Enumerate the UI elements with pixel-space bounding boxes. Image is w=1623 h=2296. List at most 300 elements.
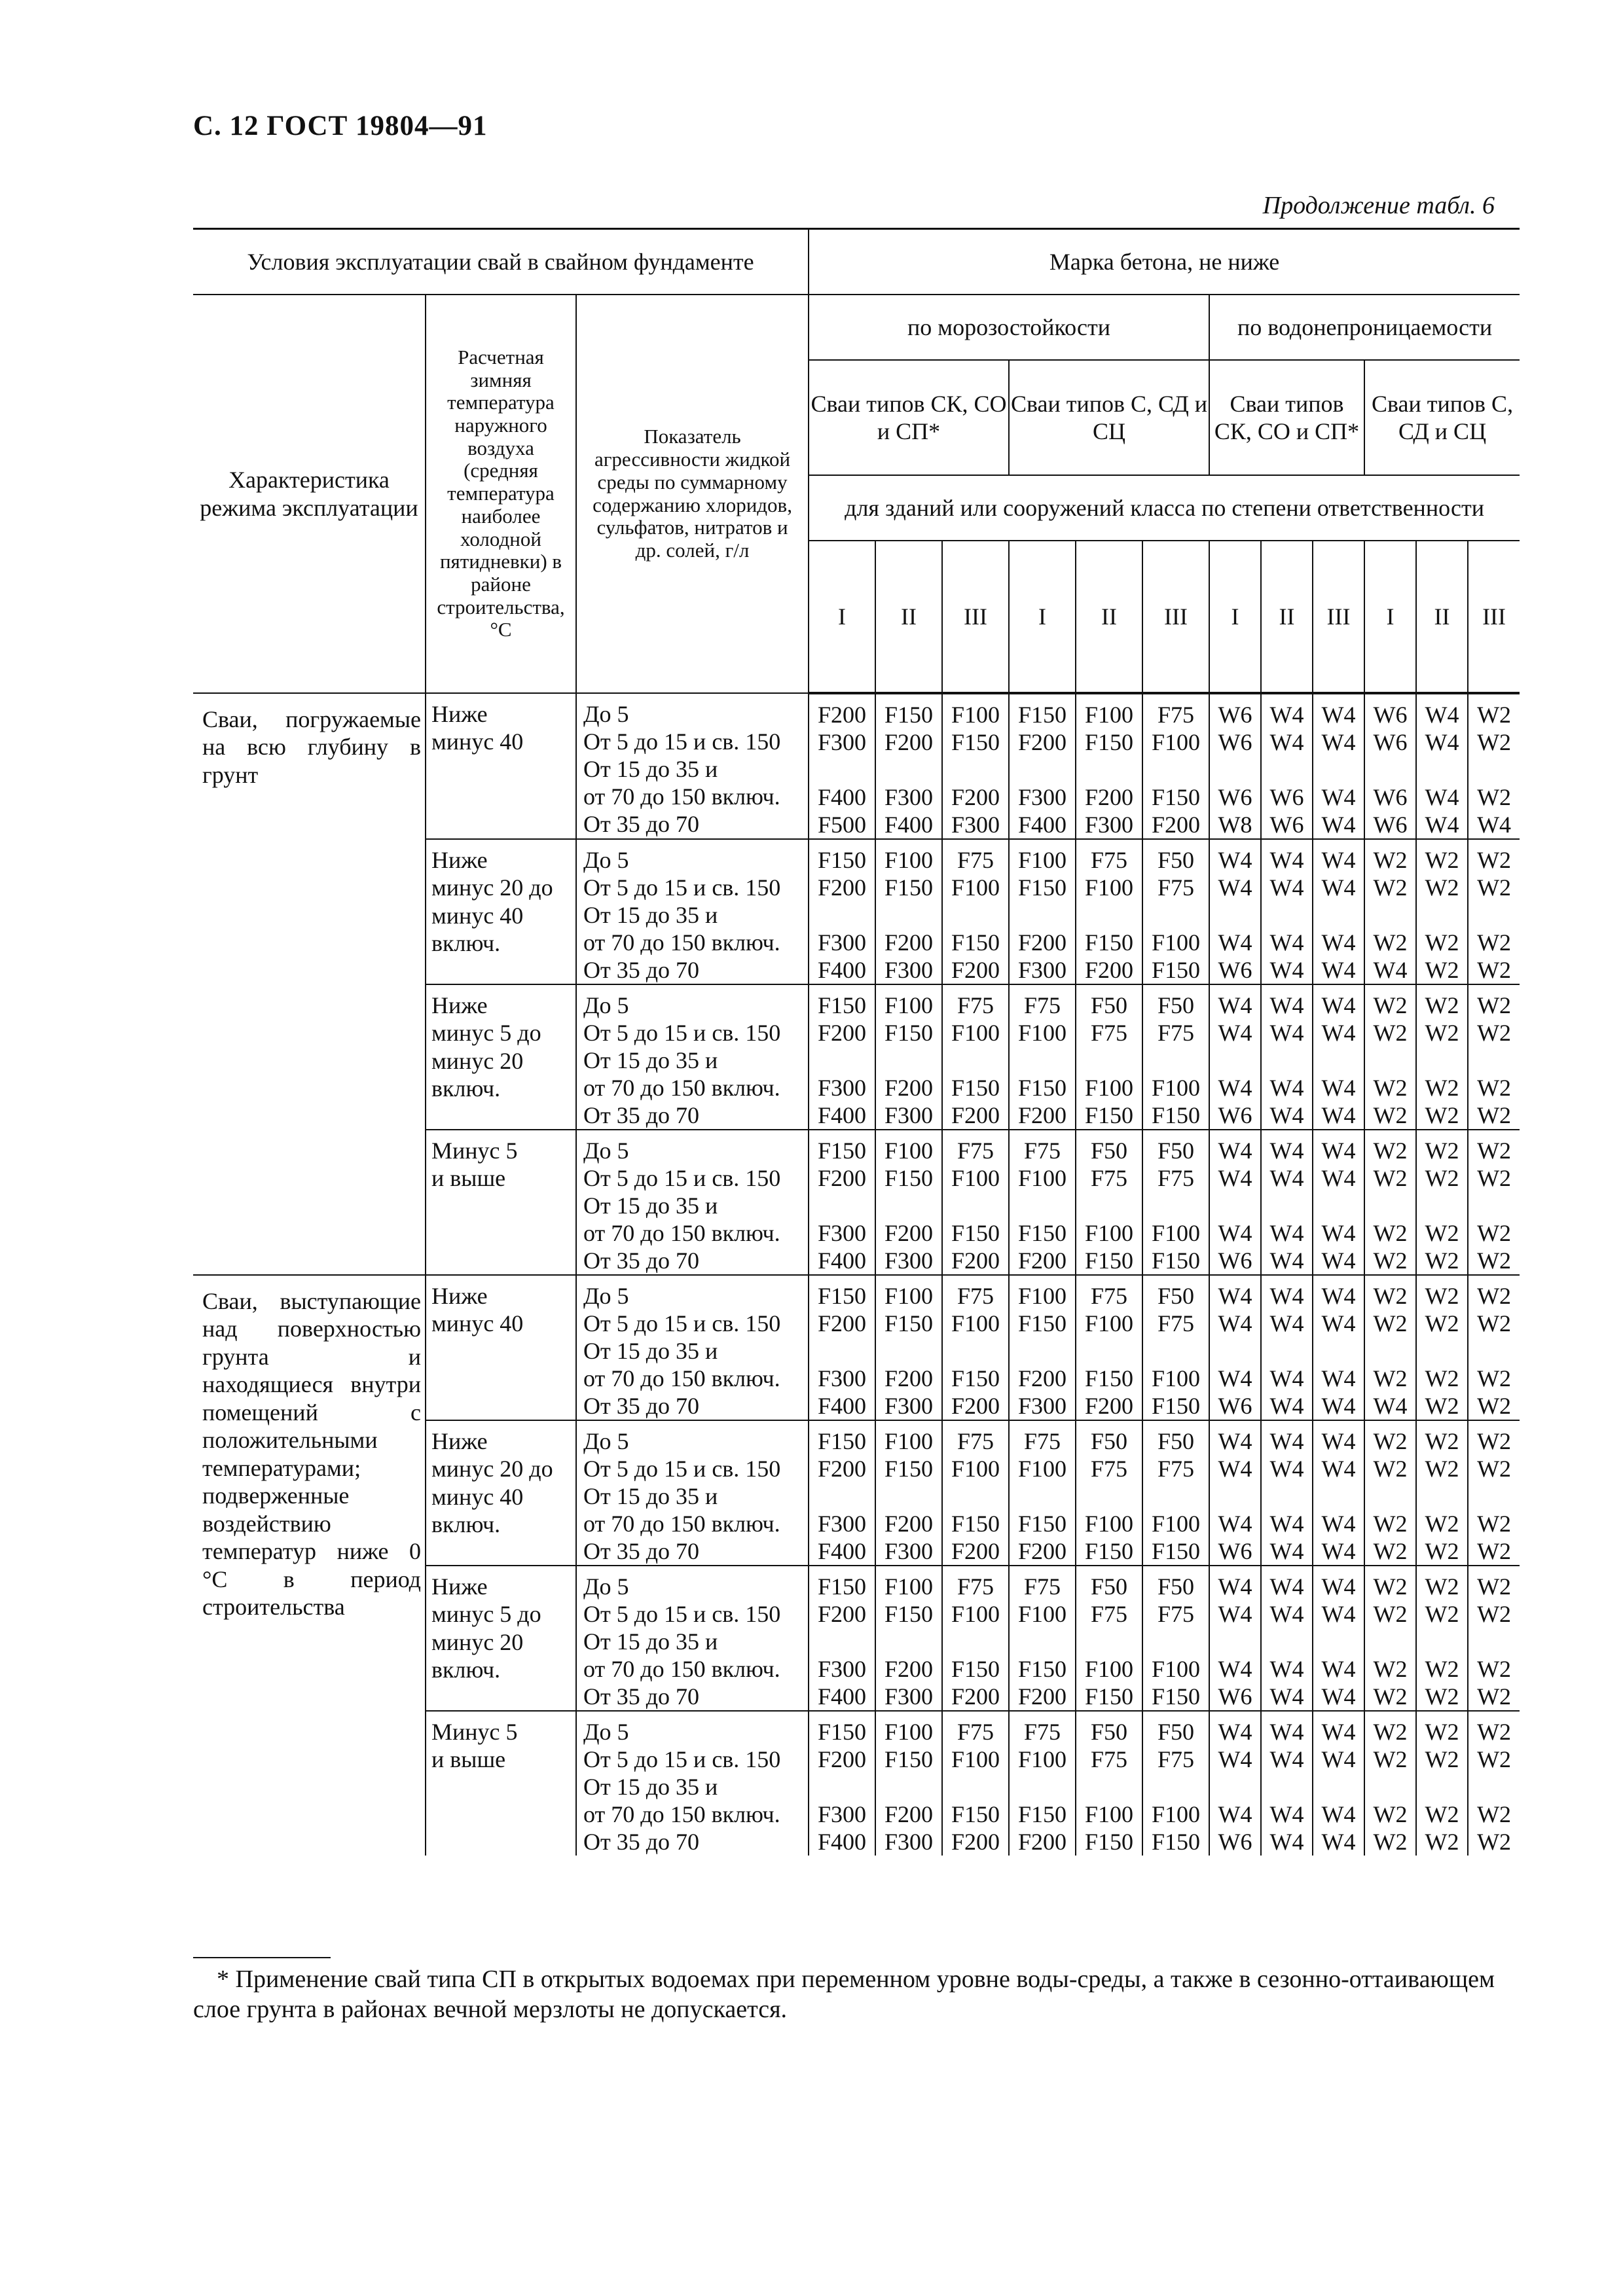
- grade-value: F200: [884, 1801, 934, 1827]
- grade-value: W2: [1477, 1020, 1512, 1046]
- grade-cell: [942, 1566, 1009, 1711]
- grade-value: F50: [1091, 992, 1128, 1018]
- grade-value: F200: [818, 702, 867, 728]
- grade-value: F200: [818, 1020, 867, 1046]
- grade-value: W4: [1321, 1283, 1356, 1309]
- footnote-divider: [193, 1957, 331, 1958]
- aggressiveness-line: от 70 до 150 включ.: [583, 1511, 780, 1537]
- grade-value: F150: [1085, 1538, 1134, 1564]
- grade-value: F50: [1158, 1428, 1195, 1454]
- grade-value: W4: [1321, 729, 1356, 755]
- grade-value: F300: [1018, 1393, 1067, 1419]
- grade-cell: [1468, 1420, 1520, 1566]
- grade-cell: [1209, 1275, 1261, 1420]
- grade-value: W4: [1269, 847, 1304, 873]
- grade-value: F150: [884, 874, 934, 901]
- grade-value: F75: [1091, 1456, 1128, 1482]
- grade-value: F150: [1152, 1538, 1201, 1564]
- grade-value: F100: [1152, 1656, 1201, 1682]
- grade-value: W2: [1373, 1511, 1408, 1537]
- grade-cell: [1313, 1711, 1364, 1856]
- header-class-roman: I: [809, 541, 875, 693]
- grade-value: F200: [818, 1456, 867, 1482]
- grade-value: W2: [1373, 874, 1408, 901]
- grade-cell: [1076, 984, 1142, 1130]
- grade-value: W4: [1321, 1683, 1356, 1710]
- aggressiveness-cell: [576, 693, 809, 839]
- grade-value: F150: [1018, 874, 1067, 901]
- grade-cell: [1364, 984, 1416, 1130]
- grade-cell: [1209, 693, 1261, 839]
- grade-value: F200: [884, 1220, 934, 1246]
- grade-value: F300: [1085, 812, 1134, 838]
- grade-value: F150: [1018, 1075, 1067, 1101]
- regime-cell: Сваи, погружаемые на всю глубину в грунт: [193, 693, 426, 1275]
- grade-value: F100: [1018, 1283, 1067, 1309]
- temperature-line: Ниже: [431, 1283, 488, 1309]
- grade-value: W4: [1321, 1656, 1356, 1682]
- grade-cell: [1313, 1275, 1364, 1420]
- grade-cell: [1076, 1130, 1142, 1275]
- aggressiveness-line: От 35 до 70: [583, 957, 700, 983]
- grade-value: W2: [1477, 992, 1512, 1018]
- grade-value: F100: [884, 1428, 934, 1454]
- grade-value: W4: [1269, 1801, 1304, 1827]
- grade-value: F100: [951, 1020, 1000, 1046]
- grade-value: W2: [1373, 1102, 1408, 1128]
- grade-value: F75: [1024, 1138, 1061, 1164]
- grade-value: F200: [884, 1511, 934, 1537]
- grade-value: W4: [1218, 1283, 1252, 1309]
- grade-value: W2: [1425, 992, 1459, 1018]
- grade-value: W4: [1218, 1428, 1252, 1454]
- grade-value: W4: [1269, 1601, 1304, 1627]
- temperature-cell: [426, 839, 576, 984]
- grade-value: F100: [1085, 702, 1134, 728]
- grade-value: F75: [957, 1719, 994, 1745]
- grade-value: W4: [1321, 1102, 1356, 1128]
- grade-value: W4: [1321, 929, 1356, 956]
- grade-value: W2: [1477, 1283, 1512, 1309]
- grade-value: W2: [1477, 1220, 1512, 1246]
- aggressiveness-cell: [576, 839, 809, 984]
- grade-cell: [1009, 984, 1076, 1130]
- grade-value: F300: [884, 784, 934, 810]
- grade-value: F200: [1085, 784, 1134, 810]
- grade-value: W6: [1218, 1538, 1252, 1564]
- grade-value: F200: [1018, 1247, 1067, 1274]
- grade-value: W2: [1477, 729, 1512, 755]
- grade-value: W4: [1321, 1138, 1356, 1164]
- grade-value: F150: [951, 1801, 1000, 1827]
- grade-value: W4: [1218, 929, 1252, 956]
- grade-value: W2: [1425, 1573, 1459, 1600]
- aggressiveness-line: От 5 до 15 и св. 150: [583, 1601, 781, 1627]
- grade-value: W2: [1373, 847, 1408, 873]
- grade-value: W4: [1269, 957, 1304, 983]
- grade-value: W4: [1321, 702, 1356, 728]
- header-water-type-1: Сваи типов СК, СО и СП*: [1209, 360, 1364, 475]
- grade-value: F150: [818, 992, 867, 1018]
- grade-value: F100: [1152, 1220, 1201, 1246]
- header-class-roman: III: [942, 541, 1009, 693]
- grade-value: W4: [1269, 1220, 1304, 1246]
- grade-value: F400: [818, 1102, 867, 1128]
- grade-cell: [1416, 1275, 1468, 1420]
- grade-cell: [1076, 1275, 1142, 1420]
- grade-value: W4: [1218, 1719, 1252, 1745]
- grade-value: F100: [951, 874, 1000, 901]
- grade-value: F100: [1018, 1456, 1067, 1482]
- grade-value: F150: [884, 702, 934, 728]
- grade-value: W2: [1477, 1683, 1512, 1710]
- grade-value: W6: [1373, 784, 1408, 810]
- grade-cell: [1076, 693, 1142, 839]
- grade-value: F100: [1152, 1511, 1201, 1537]
- grade-cell: [1364, 1711, 1416, 1856]
- grade-value: W2: [1425, 1165, 1459, 1191]
- temperature-line: минус 40: [431, 728, 524, 755]
- temperature-line: Ниже: [431, 1428, 488, 1454]
- grade-value: F100: [1085, 1220, 1134, 1246]
- grade-value: W2: [1425, 957, 1459, 983]
- grade-value: W4: [1321, 1165, 1356, 1191]
- grade-value: F50: [1158, 1573, 1195, 1600]
- grade-value: F50: [1158, 992, 1195, 1018]
- grade-value: W2: [1373, 1075, 1408, 1101]
- grade-value: W2: [1425, 1719, 1459, 1745]
- grade-value: W4: [1321, 1829, 1356, 1855]
- header-class-roman: III: [1313, 541, 1364, 693]
- grade-cell: [1416, 839, 1468, 984]
- grade-value: W2: [1373, 1801, 1408, 1827]
- header-building-class: для зданий или сооружений класса по степени ответственности: [809, 475, 1520, 541]
- grade-value: F150: [1085, 1247, 1134, 1274]
- grade-cell: [1313, 839, 1364, 984]
- grade-value: F150: [1018, 1310, 1067, 1336]
- grade-cell: [1364, 1420, 1416, 1566]
- grade-value: F400: [818, 1829, 867, 1855]
- grade-value: W4: [1218, 1746, 1252, 1772]
- grade-cell: [1142, 1566, 1209, 1711]
- grade-value: W6: [1269, 784, 1304, 810]
- grade-value: W6: [1218, 957, 1252, 983]
- header-class-roman: I: [1009, 541, 1076, 693]
- grade-value: W4: [1321, 1746, 1356, 1772]
- header-class-roman: III: [1142, 541, 1209, 693]
- grade-value: W4: [1321, 1801, 1356, 1827]
- grade-value: F300: [818, 1220, 867, 1246]
- grade-value: F200: [1018, 929, 1067, 956]
- temperature-line: Минус 5: [431, 1719, 518, 1745]
- grade-value: W6: [1218, 1102, 1252, 1128]
- grade-value: F200: [818, 1746, 867, 1772]
- grade-cell: [1364, 839, 1416, 984]
- grade-value: W4: [1477, 812, 1512, 838]
- grade-value: F75: [1091, 847, 1128, 873]
- temperature-line: Ниже: [431, 1573, 488, 1600]
- grade-value: F100: [1018, 1601, 1067, 1627]
- grade-value: W2: [1425, 1020, 1459, 1046]
- grade-value: W4: [1269, 1538, 1304, 1564]
- grade-value: W2: [1425, 1656, 1459, 1682]
- grade-value: W2: [1425, 1247, 1459, 1274]
- grade-value: F75: [1158, 1310, 1195, 1336]
- grade-value: W2: [1425, 1138, 1459, 1164]
- grade-value: F100: [1085, 1656, 1134, 1682]
- aggressiveness-line: от 70 до 150 включ.: [583, 1801, 780, 1827]
- grade-value: F150: [884, 1456, 934, 1482]
- grade-value: W2: [1477, 1075, 1512, 1101]
- grade-value: W6: [1373, 729, 1408, 755]
- grade-value: W4: [1269, 1456, 1304, 1482]
- grade-cell: [809, 1711, 875, 1856]
- grade-value: W6: [1218, 784, 1252, 810]
- grade-value: F200: [951, 957, 1000, 983]
- grade-value: W4: [1269, 1165, 1304, 1191]
- header-temperature: Расчетная зимняя температура наружного воздуха (средняя температура наиболее холодной пятидневки) в районе строительства, °С: [426, 295, 576, 693]
- grade-cell: [1468, 839, 1520, 984]
- grade-value: F100: [1085, 1075, 1134, 1101]
- grade-cell: [1076, 1566, 1142, 1711]
- aggressiveness-line: От 15 до 35 и: [583, 1193, 718, 1219]
- grade-cell: [1209, 984, 1261, 1130]
- grade-value: F150: [1018, 1220, 1067, 1246]
- grade-value: F100: [1152, 729, 1201, 755]
- grade-cell: [875, 1711, 942, 1856]
- grade-value: F200: [1018, 1365, 1067, 1391]
- grade-value: F75: [957, 1138, 994, 1164]
- grade-value: F150: [818, 1138, 867, 1164]
- grade-value: W4: [1321, 1365, 1356, 1391]
- grade-cell: [1142, 693, 1209, 839]
- grade-value: F150: [884, 1310, 934, 1336]
- grade-value: F150: [884, 1601, 934, 1627]
- grade-value: W2: [1477, 1247, 1512, 1274]
- grade-value: W2: [1425, 1746, 1459, 1772]
- grade-cell: [1364, 1566, 1416, 1711]
- grade-value: W4: [1269, 1283, 1304, 1309]
- grade-cell: [1313, 984, 1364, 1130]
- grade-value: W4: [1321, 1511, 1356, 1537]
- grade-cell: [1142, 1420, 1209, 1566]
- grade-cell: [1009, 1275, 1076, 1420]
- grade-value: F300: [884, 1247, 934, 1274]
- grade-value: W4: [1269, 1075, 1304, 1101]
- grade-value: W2: [1425, 1683, 1459, 1710]
- grade-value: W2: [1373, 1719, 1408, 1745]
- grade-value: F300: [884, 1829, 934, 1855]
- header-concrete-grade: Марка бетона, не ниже: [809, 229, 1520, 295]
- grade-value: W2: [1425, 1801, 1459, 1827]
- grade-value: F200: [1018, 1538, 1067, 1564]
- grade-value: F75: [1158, 874, 1195, 901]
- grade-value: F150: [1085, 729, 1134, 755]
- aggressiveness-line: До 5: [583, 1428, 629, 1454]
- header-class-roman: II: [1076, 541, 1142, 693]
- grade-value: W4: [1321, 1719, 1356, 1745]
- grade-cell: [1009, 1711, 1076, 1856]
- grade-cell: [809, 1566, 875, 1711]
- grade-cell: [875, 984, 942, 1130]
- grade-value: W2: [1373, 1829, 1408, 1855]
- grade-value: W6: [1373, 812, 1408, 838]
- temperature-line: минус 40: [431, 1310, 524, 1337]
- grade-cell: [1416, 1711, 1468, 1856]
- grade-value: F75: [1158, 1746, 1195, 1772]
- grade-value: F150: [1085, 1365, 1134, 1391]
- grade-cell: [1009, 693, 1076, 839]
- grade-value: F150: [1152, 1829, 1201, 1855]
- grade-cell: [1468, 1711, 1520, 1856]
- header-class-roman: II: [875, 541, 942, 693]
- grade-value: W2: [1425, 1428, 1459, 1454]
- grade-value: F75: [1158, 1601, 1195, 1627]
- aggressiveness-line: От 5 до 15 и св. 150: [583, 1310, 781, 1336]
- regime-cell: Сваи, выступающие над поверхностью грунта и находящиеся внутри помещений с положительными температурами; подверженные воздействию температур ниже 0 °С в период строительства: [193, 1275, 426, 1856]
- grade-value: F100: [1018, 847, 1067, 873]
- grade-value: W2: [1425, 1365, 1459, 1391]
- aggressiveness-line: от 70 до 150 включ.: [583, 1656, 780, 1682]
- grade-value: F100: [884, 992, 934, 1018]
- grade-cell: [942, 693, 1009, 839]
- temperature-line: минус 20: [431, 1047, 524, 1074]
- grade-cell: [1261, 984, 1313, 1130]
- grade-value: W4: [1218, 1456, 1252, 1482]
- grade-value: W6: [1218, 702, 1252, 728]
- grade-value: F200: [1018, 1102, 1067, 1128]
- grade-value: W4: [1321, 957, 1356, 983]
- grade-value: W2: [1477, 847, 1512, 873]
- table-row: [193, 693, 1520, 839]
- grade-value: W2: [1373, 1365, 1408, 1391]
- aggressiveness-line: До 5: [583, 1138, 629, 1164]
- grade-value: W4: [1218, 1165, 1252, 1191]
- temperature-line: Ниже: [431, 992, 488, 1018]
- grade-value: W4: [1321, 1220, 1356, 1246]
- grade-value: W2: [1373, 1310, 1408, 1336]
- grade-value: F75: [1024, 1428, 1061, 1454]
- grade-cell: [942, 984, 1009, 1130]
- grade-value: F500: [818, 812, 867, 838]
- grade-value: W6: [1218, 1393, 1252, 1419]
- header-water-type-2: Сваи типов С, СД и СЦ: [1364, 360, 1520, 475]
- aggressiveness-line: От 35 до 70: [583, 1538, 700, 1564]
- grade-value: W8: [1218, 812, 1252, 838]
- grade-value: F100: [1085, 1310, 1134, 1336]
- aggressiveness-line: От 35 до 70: [583, 811, 700, 837]
- grade-value: W4: [1321, 1075, 1356, 1101]
- grade-value: F150: [1085, 929, 1134, 956]
- grade-value: F150: [951, 1656, 1000, 1682]
- aggressiveness-line: от 70 до 150 включ.: [583, 1075, 780, 1101]
- aggressiveness-cell: [576, 1420, 809, 1566]
- grade-cell: [875, 1275, 942, 1420]
- temperature-cell: [426, 1130, 576, 1275]
- aggressiveness-line: От 35 до 70: [583, 1393, 700, 1419]
- grade-value: W6: [1269, 812, 1304, 838]
- aggressiveness-line: От 5 до 15 и св. 150: [583, 1020, 781, 1046]
- grade-value: W4: [1321, 1456, 1356, 1482]
- aggressiveness-cell: [576, 1711, 809, 1856]
- aggressiveness-line: От 15 до 35 и: [583, 1483, 718, 1509]
- grade-value: F50: [1091, 1719, 1128, 1745]
- grade-value: W2: [1477, 702, 1512, 728]
- grade-value: F100: [1018, 1020, 1067, 1046]
- grade-value: F50: [1158, 847, 1195, 873]
- aggressiveness-line: До 5: [583, 1573, 629, 1600]
- grade-cell: [1209, 1711, 1261, 1856]
- temperature-line: и выше: [431, 1746, 506, 1773]
- grade-value: F100: [1152, 1801, 1201, 1827]
- grade-value: W2: [1477, 1393, 1512, 1419]
- aggressiveness-line: От 35 до 70: [583, 1102, 700, 1128]
- grade-value: W2: [1477, 784, 1512, 810]
- grade-value: W2: [1425, 1102, 1459, 1128]
- grade-cell: [1142, 839, 1209, 984]
- grade-value: F200: [1018, 1829, 1067, 1855]
- grade-cell: [1416, 693, 1468, 839]
- grade-cell: [1261, 1566, 1313, 1711]
- grade-value: F150: [1152, 784, 1201, 810]
- grade-value: F100: [884, 1283, 934, 1309]
- temperature-line: минус 20 до: [431, 874, 553, 901]
- grade-value: W4: [1269, 1683, 1304, 1710]
- grade-value: F300: [818, 1801, 867, 1827]
- grade-value: W2: [1477, 1746, 1512, 1772]
- grade-value: W2: [1373, 1573, 1408, 1600]
- grade-value: W2: [1477, 1165, 1512, 1191]
- grade-value: F100: [1152, 929, 1201, 956]
- table-row: [193, 1275, 1520, 1420]
- grade-value: F100: [1018, 1165, 1067, 1191]
- grade-value: F150: [1152, 1683, 1201, 1710]
- grade-cell: [809, 1130, 875, 1275]
- aggressiveness-line: От 15 до 35 и: [583, 902, 718, 928]
- grade-value: F50: [1158, 1719, 1195, 1745]
- aggressiveness-line: От 35 до 70: [583, 1829, 700, 1855]
- grade-cell: [1209, 1420, 1261, 1566]
- grade-value: W2: [1425, 1310, 1459, 1336]
- temperature-line: включ.: [431, 1075, 501, 1102]
- grade-value: W2: [1373, 1683, 1408, 1710]
- grade-value: F150: [951, 729, 1000, 755]
- grade-value: W4: [1218, 1573, 1252, 1600]
- grade-cell: [875, 839, 942, 984]
- grade-value: F150: [1018, 1656, 1067, 1682]
- grade-value: F300: [884, 1393, 934, 1419]
- grade-value: F200: [951, 1683, 1000, 1710]
- grade-value: W4: [1425, 812, 1459, 838]
- grade-value: F400: [818, 957, 867, 983]
- grade-cell: [1468, 1566, 1520, 1711]
- grade-cell: [1261, 1711, 1313, 1856]
- grade-value: W2: [1373, 1656, 1408, 1682]
- grade-value: W2: [1373, 1020, 1408, 1046]
- grade-cell: [1416, 984, 1468, 1130]
- grade-value: F150: [884, 1165, 934, 1191]
- grade-value: F200: [1018, 1683, 1067, 1710]
- grade-value: W4: [1269, 1393, 1304, 1419]
- grade-cell: [809, 1275, 875, 1420]
- grade-value: W4: [1218, 1220, 1252, 1246]
- temperature-line: Ниже: [431, 847, 488, 873]
- grade-cell: [1313, 693, 1364, 839]
- grade-cell: [1209, 1566, 1261, 1711]
- grade-value: F150: [1018, 1801, 1067, 1827]
- grade-value: F200: [884, 1365, 934, 1391]
- grade-value: F75: [957, 1283, 994, 1309]
